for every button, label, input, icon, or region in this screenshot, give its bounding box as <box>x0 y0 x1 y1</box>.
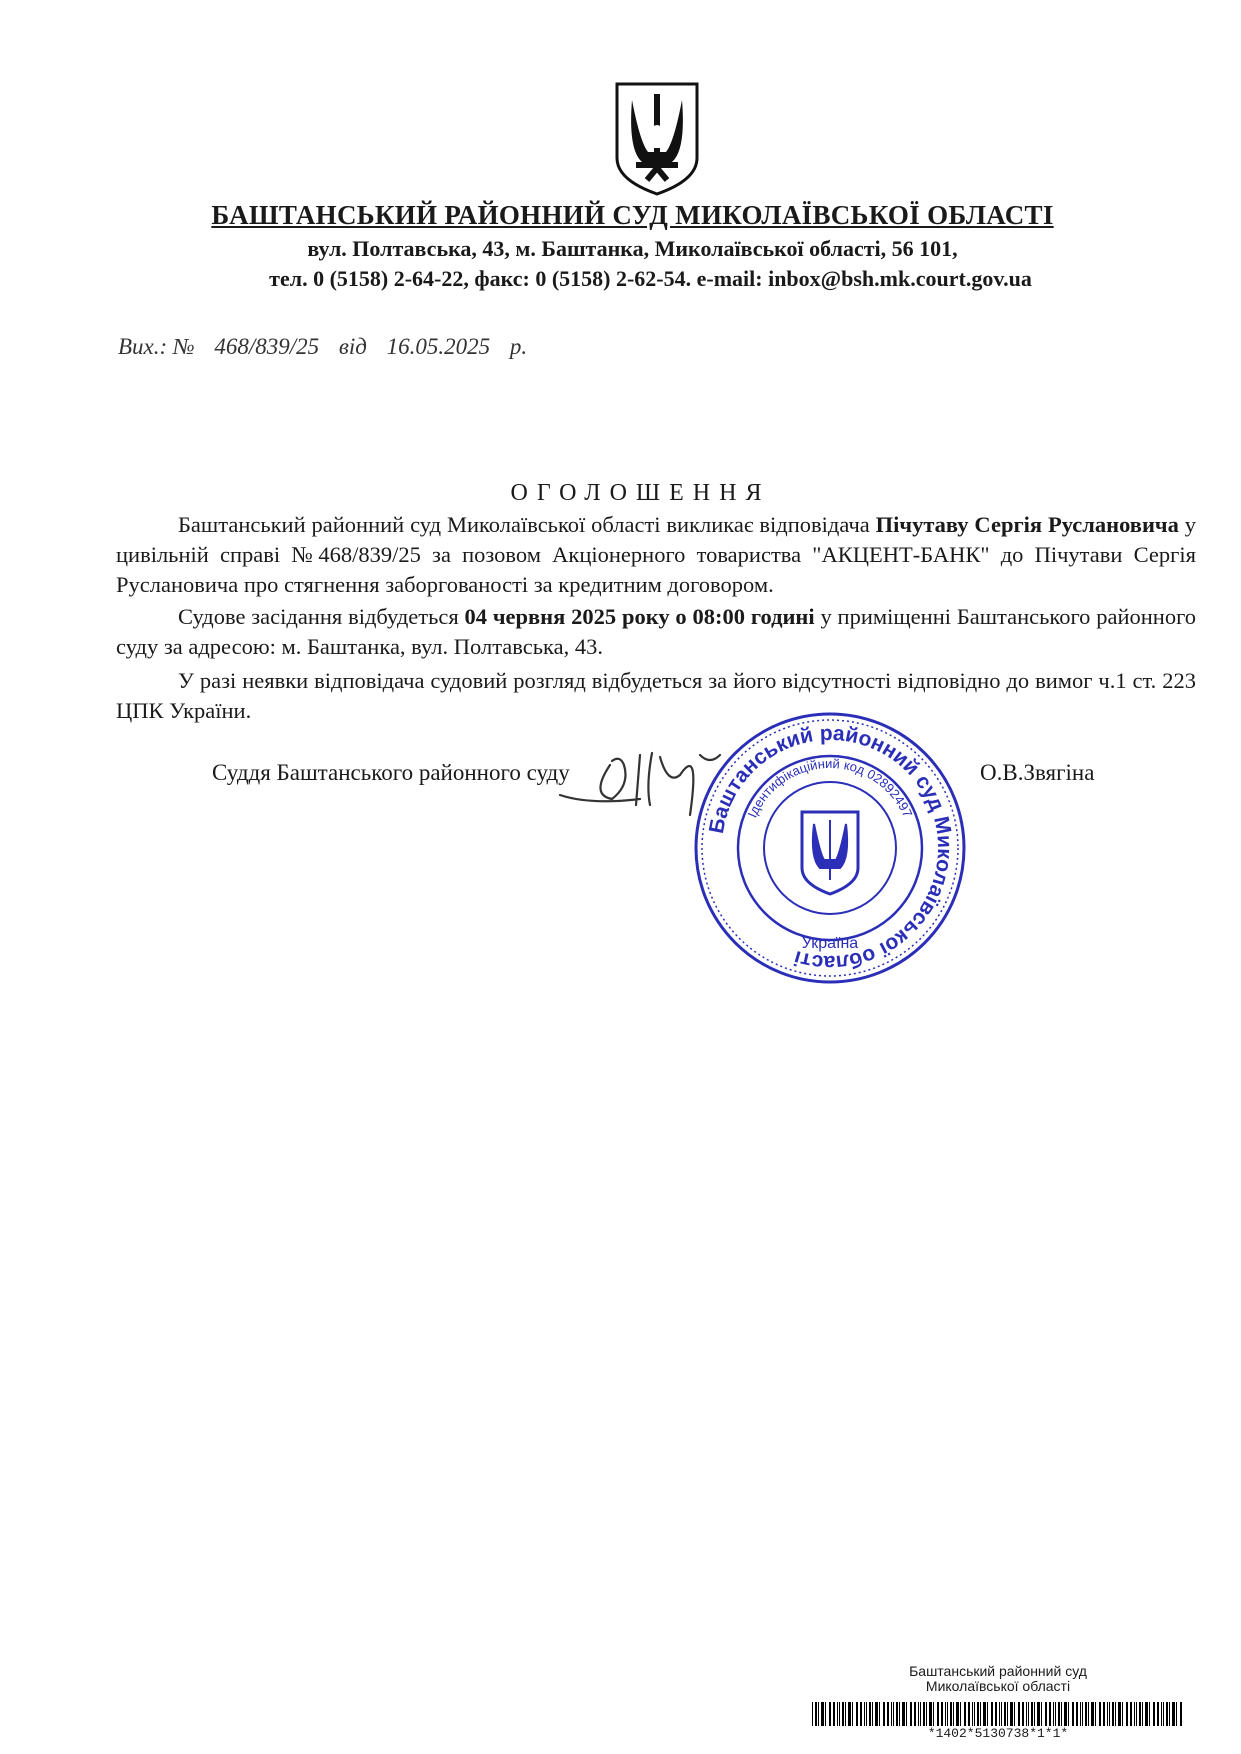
barcode-bar <box>1001 1702 1002 1726</box>
court-address: вул. Полтавська, 43, м. Баштанка, Миколаївської області, 56 101, <box>307 236 958 261</box>
barcode-bar <box>1055 1702 1056 1726</box>
barcode-bar <box>1126 1702 1128 1726</box>
barcode-bar <box>1064 1702 1067 1726</box>
barcode-bar <box>815 1702 817 1726</box>
barcode-bar <box>821 1702 824 1726</box>
stamp-trident-icon <box>802 812 858 894</box>
barcode-bar <box>1049 1702 1051 1726</box>
barcode-bar <box>991 1702 993 1726</box>
barcode-bar <box>883 1702 885 1726</box>
p1-text-a: Баштанський районний суд Миколаївської області викликає відповідача <box>178 512 876 537</box>
barcode-bar <box>923 1702 925 1726</box>
barcode-bar <box>950 1702 952 1726</box>
barcode-bar <box>914 1702 916 1726</box>
barcode-bar <box>974 1702 975 1726</box>
barcode-bar <box>910 1702 912 1726</box>
barcode-bar <box>1076 1702 1078 1726</box>
barcode-bar <box>1142 1702 1143 1726</box>
barcode-bar <box>977 1702 979 1726</box>
barcode-bar <box>980 1702 981 1726</box>
barcode-bar <box>1161 1702 1162 1726</box>
stamp-outer-text: Баштанський районний суд Миколаївської області <box>704 721 957 975</box>
notice-paragraph-3 <box>116 666 1196 726</box>
footer-line-2: Миколаївської області <box>925 1678 1071 1694</box>
barcode-bar <box>818 1702 819 1726</box>
barcode-bar <box>945 1702 946 1726</box>
barcode-bar <box>1085 1702 1087 1726</box>
p2-text-b: у приміщенні Баштанського районного суду за адресою: м. Баштанка, вул. Полтавська, 43. <box>116 604 1196 659</box>
barcode-bar <box>1103 1702 1105 1726</box>
barcode-bar <box>1004 1702 1006 1726</box>
barcode-bar <box>1139 1702 1141 1726</box>
barcode-bar <box>825 1702 826 1726</box>
barcode-bar <box>856 1702 858 1726</box>
barcode-bar <box>968 1702 970 1726</box>
outgoing-suffix: р. <box>509 334 528 359</box>
barcode-bar <box>866 1702 867 1726</box>
barcode-bar <box>879 1702 880 1726</box>
notice-paragraph-1 <box>116 510 1196 600</box>
outgoing-number: 468/839/25 <box>214 334 320 359</box>
barcode-bar <box>1118 1702 1121 1726</box>
barcode-bar <box>1028 1702 1029 1726</box>
barcode-bar <box>1026 1702 1027 1726</box>
barcode-bar <box>899 1702 900 1726</box>
barcode-bar <box>1180 1702 1182 1726</box>
judge-title: Суддя Баштанського районного суду <box>212 760 570 785</box>
p2-text-a: Судове засідання відбудеться <box>178 604 465 629</box>
barcode-bar <box>941 1702 943 1726</box>
barcode-bar <box>872 1702 873 1726</box>
barcode-bar <box>964 1702 966 1726</box>
barcode-bar <box>1122 1702 1123 1726</box>
barcode-bar <box>845 1702 846 1726</box>
barcode-bar <box>1061 1702 1062 1726</box>
judge-name: О.В.Звягіна <box>980 760 1095 785</box>
barcode-bar <box>1134 1702 1135 1726</box>
barcode-bar <box>812 1702 813 1726</box>
barcode-bar <box>1163 1702 1164 1726</box>
hearing-date: 04 червня 2025 року о 08:00 годині <box>464 604 815 629</box>
barcode-bar <box>1099 1702 1101 1726</box>
barcode-bar <box>1107 1702 1108 1726</box>
barcode-bar <box>1166 1702 1168 1726</box>
barcode-bar <box>875 1702 878 1726</box>
barcode-bar <box>1109 1702 1110 1726</box>
barcode-text: *1402*5130738*1*1* <box>927 1726 1069 1741</box>
barcode-bar <box>1153 1702 1155 1726</box>
p1-text-b: у цивільній справі №468/839/25 за позовом Акціонерного товариства "АКЦЕНТ-БАНК" до Пічутави Сергія Руслановича про стягнення заборгованості за кредитним договором. <box>116 512 1196 597</box>
barcode-bar <box>1022 1702 1024 1726</box>
barcode-bar <box>953 1702 954 1726</box>
barcode-bar <box>860 1702 862 1726</box>
barcode-bar <box>893 1702 894 1726</box>
barcode-bar <box>902 1702 905 1726</box>
barcode-bar <box>960 1702 961 1726</box>
barcode-bar <box>848 1702 851 1726</box>
barcode-bar <box>983 1702 986 1726</box>
barcode-bar <box>906 1702 907 1726</box>
barcode-bar <box>995 1702 997 1726</box>
court-name: БАШТАНСЬКИЙ РАЙОННИЙ СУД МИКОЛАЇВСЬКОЇ ОБЛАСТІ <box>211 200 1054 230</box>
barcode-bar <box>987 1702 988 1726</box>
barcode-bar <box>839 1702 840 1726</box>
barcode-bar <box>1115 1702 1116 1726</box>
barcode-bar <box>1045 1702 1047 1726</box>
barcode-bar <box>1136 1702 1137 1726</box>
barcode-bar <box>1080 1702 1081 1726</box>
barcode-bar <box>1172 1702 1175 1726</box>
barcode-bar <box>869 1702 871 1726</box>
official-stamp <box>690 708 970 988</box>
barcode-bar <box>1095 1702 1096 1726</box>
barcode-bar <box>1072 1702 1074 1726</box>
trident-coat-of-arms-icon <box>612 80 702 198</box>
barcode-bar <box>1037 1702 1040 1726</box>
barcode-bar <box>937 1702 939 1726</box>
barcode-bar <box>1149 1702 1150 1726</box>
outgoing-date: 16.05.2025 <box>386 334 491 359</box>
barcode-bar <box>1176 1702 1177 1726</box>
barcode-bar <box>1031 1702 1033 1726</box>
barcode-bar <box>1091 1702 1094 1726</box>
barcode-bar <box>896 1702 898 1726</box>
barcode-bar <box>926 1702 927 1726</box>
barcode-bar <box>999 1702 1000 1726</box>
barcode-bar <box>933 1702 934 1726</box>
barcode-bar <box>1034 1702 1035 1726</box>
defendant-name: Пічутаву Сергія Руслановича <box>875 512 1179 537</box>
stamp-inner-text: Ідентифікаційний код 02892497 <box>744 755 916 820</box>
barcode-bar <box>864 1702 865 1726</box>
stamp-bottom-text: Україна <box>801 935 859 952</box>
barcode-bar <box>1088 1702 1089 1726</box>
barcode-bar <box>887 1702 889 1726</box>
barcode-bar <box>891 1702 892 1726</box>
barcode-bar <box>956 1702 959 1726</box>
barcode-bar <box>1145 1702 1148 1726</box>
outgoing-from-label: від <box>338 334 367 359</box>
barcode-bar <box>1157 1702 1159 1726</box>
barcode-bar <box>1082 1702 1083 1726</box>
barcode-bar <box>837 1702 838 1726</box>
p3-text: У разі неявки відповідача судовий розгляд відбудеться за його відсутності відповідно до вимог ч.1 ст. 223 ЦПК України. <box>116 668 1196 723</box>
barcode-bar <box>1068 1702 1069 1726</box>
barcode-bar <box>829 1702 831 1726</box>
barcode-bar <box>833 1702 835 1726</box>
barcode-bar <box>1130 1702 1132 1726</box>
barcode-bar <box>1112 1702 1114 1726</box>
barcode-bar <box>1018 1702 1020 1726</box>
footer-line-1: Баштанський районний суд <box>909 1663 1087 1679</box>
barcode-bar <box>1014 1702 1015 1726</box>
outgoing-label: Вих.: № <box>118 334 195 359</box>
svg-text:Ідентифікаційний код 02892497 <box>745 756 916 820</box>
barcode-bar <box>1010 1702 1013 1726</box>
barcode-icon <box>812 1702 1187 1726</box>
notice-paragraph-2 <box>116 602 1196 662</box>
barcode-bar <box>1007 1702 1008 1726</box>
barcode-bar <box>1169 1702 1170 1726</box>
barcode-bar <box>1041 1702 1042 1726</box>
barcode-bar <box>1058 1702 1060 1726</box>
barcode-bar <box>918 1702 919 1726</box>
barcode-bar <box>1053 1702 1054 1726</box>
barcode-bar <box>852 1702 853 1726</box>
barcode-bar <box>920 1702 921 1726</box>
outgoing-reference <box>118 334 541 360</box>
notice-title: ОГОЛОШЕННЯ <box>510 480 771 506</box>
footer-registry <box>808 1664 1188 1694</box>
barcode-bar <box>842 1702 844 1726</box>
barcode-bar <box>972 1702 973 1726</box>
court-contacts: тел. 0 (5158) 2-64-22, факс: 0 (5158) 2-62-54. e-mail: inbox@bsh.mk.court.gov.ua <box>269 266 1032 291</box>
barcode-bar <box>947 1702 948 1726</box>
barcode-bar <box>929 1702 932 1726</box>
